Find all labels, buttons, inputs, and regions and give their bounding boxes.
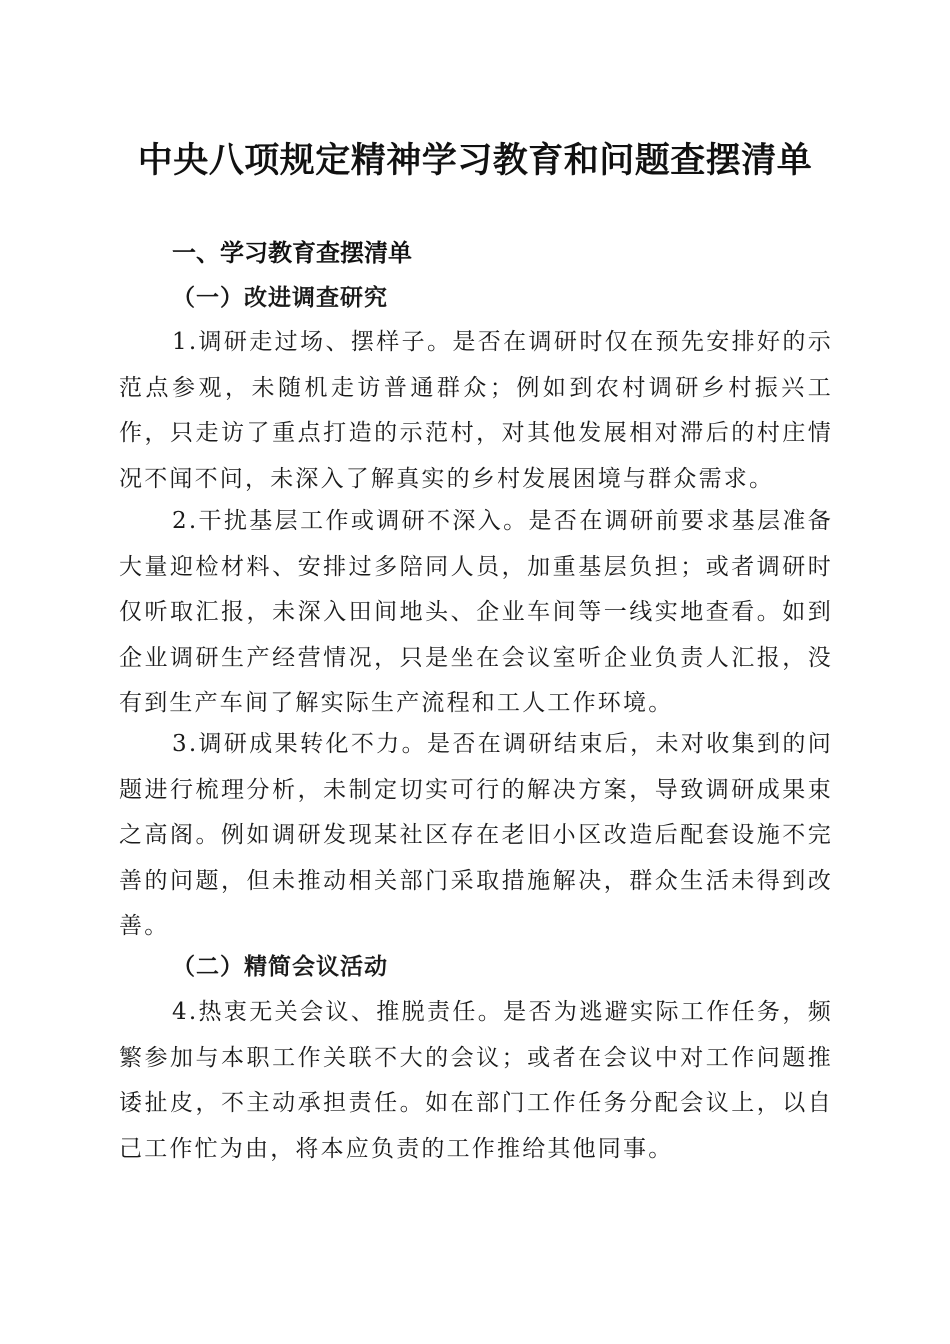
subsection-heading-meetings: （二）精简会议活动 (172, 954, 388, 980)
checklist-item-2: 2.干扰基层工作或调研不深入。是否在调研前要求基层准备大量迎检材料、安排过多陪同人员，加重基层负担；或者调研时仅听取汇报，未深入田间地头、企业车间等一线实地查看。如到企业调研生产经营情况，只是坐在会议室听企业负责人汇报，没有到生产车间了解实际生产流程和工人工作环境。 (119, 508, 833, 716)
checklist-item-1: 1.调研走过场、摆样子。是否在调研时仅在预先安排好的示范点参观，未随机走访普通群众；例如到农村调研乡村振兴工作，只走访了重点打造的示范村，对其他发展相对滞后的村庄情况不闻不问，未深入了解真实的乡村发展困境与群众需求。 (119, 329, 833, 492)
subsection-heading-research: （一）改进调查研究 (172, 285, 388, 311)
section-heading-study-checklist: 一、学习教育查摆清单 (172, 239, 412, 267)
checklist-item-3: 3.调研成果转化不力。是否在调研结束后，未对收集到的问题进行梳理分析，未制定切实可行的解决方案，导致调研成果束之高阁。例如调研发现某社区存在老旧小区改造后配套设施不完善的问题，但未推动相关部门采取措施解决，群众生活未得到改善。 (119, 731, 833, 939)
checklist-item-4: 4.热衷无关会议、推脱责任。是否为逃避实际工作任务，频繁参加与本职工作关联不大的会议；或者在会议中对工作问题推诿扯皮，不主动承担责任。如在部门工作任务分配会议上，以自己工作忙为由，将本应负责的工作推给其他同事。 (119, 999, 833, 1162)
document-title: 中央八项规定精神学习教育和问题查摆清单 (137, 140, 813, 181)
